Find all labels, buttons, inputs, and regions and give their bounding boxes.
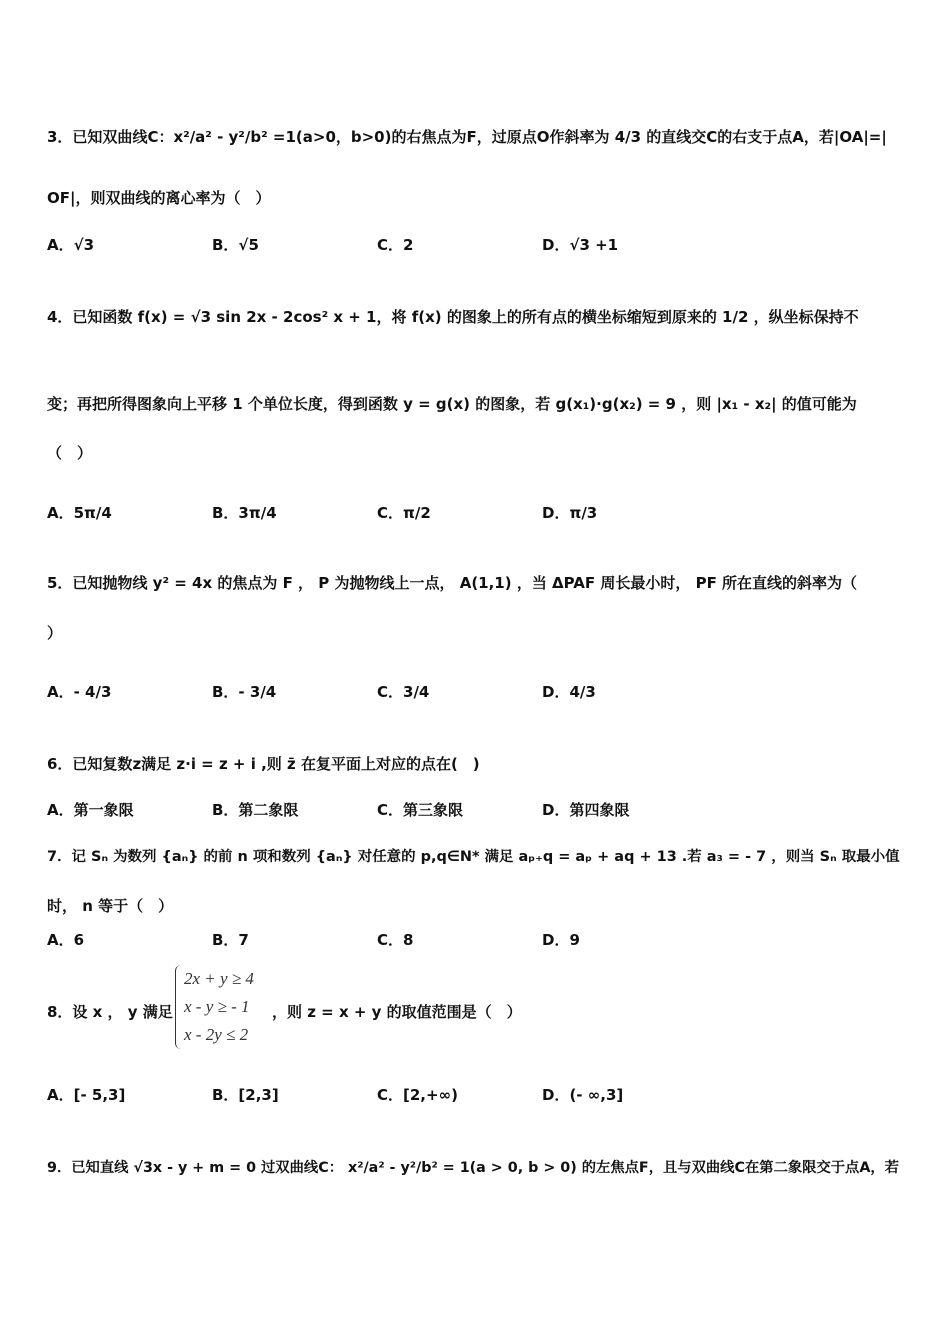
inequality: 2x + y ≥ 4: [184, 969, 254, 988]
question-4-line-1: 4．已知函数 f(x) = √3 sin 2x - 2cos² x + 1，将 f(x) 的图象上的所有点的横坐标缩短到原来的 1/2 ，纵坐标保持不: [47, 308, 859, 326]
option-c: C．π/2: [377, 504, 431, 522]
option-d: D．第四象限: [542, 801, 630, 819]
option-b: B．3π/4: [212, 504, 277, 522]
question-6-line-1: 6．已知复数z满足 z·i = z + i ,则 z̄ 在复平面上对应的点在( ): [47, 755, 480, 773]
question-7-line-1: 7．记 Sₙ 为数列 {aₙ} 的前 n 项和数列 {aₙ} 对任意的 p,q∈N* 满足 aₚ₊q = aₚ + aq + 13 .若 a₃ = - 7 ，则当 Sₙ 取最小值: [47, 849, 900, 865]
option-a: A．第一象限: [47, 801, 134, 819]
question-8-line-2: ，则 z = x + y 的取值范围是（ ）: [272, 1003, 522, 1021]
inequality: x - y ≥ - 1: [184, 997, 250, 1016]
option-b: B．- 3/4: [212, 683, 277, 701]
option-c: C．2: [377, 236, 414, 254]
option-b: B．7: [212, 931, 249, 949]
question-7-line-2: 时， n 等于（ ）: [47, 897, 174, 915]
option-c: C．[2,+∞): [377, 1086, 458, 1104]
option-b: B．[2,3]: [212, 1086, 279, 1104]
option-d: D．(- ∞,3]: [542, 1086, 624, 1104]
option-b: B．√5: [212, 236, 259, 254]
option-c: C．8: [377, 931, 414, 949]
option-d: D．9: [542, 931, 580, 949]
option-a: A．√3: [47, 236, 95, 254]
question-3-line-1: 3．已知双曲线C：x²/a² - y²/b² =1(a>0，b>0)的右焦点为F，过原点O作斜率为 4/3 的直线交C的右支于点A，若|OA|=|: [47, 128, 887, 146]
question-3-line-2: OF|，则双曲线的离心率为（ ）: [47, 189, 271, 207]
option-a: A．[- 5,3]: [47, 1086, 126, 1104]
question-9-line-1: 9．已知直线 √3x - y + m = 0 过双曲线C： x²/a² - y²/b² = 1(a > 0, b > 0) 的左焦点F，且与双曲线C在第二象限交于点A，若: [47, 1160, 900, 1176]
option-d: D．π/3: [542, 504, 598, 522]
question-5-line-1: 5．已知抛物线 y² = 4x 的焦点为 F ， P 为抛物线上一点， A(1,1) ，当 ΔPAF 周长最小时， PF 所在直线的斜率为（: [47, 574, 858, 592]
option-a: A．5π/4: [47, 504, 112, 522]
option-a: A．- 4/3: [47, 683, 112, 701]
option-c: C．第三象限: [377, 801, 464, 819]
question-8-line-1: 8．设 x ， y 满足: [47, 1003, 173, 1021]
inequality-system: [175, 965, 254, 1049]
question-5-line-2: ）: [47, 624, 63, 642]
option-a: A．6: [47, 931, 85, 949]
question-4-line-3: （ ）: [47, 444, 93, 462]
option-b: B．第二象限: [212, 801, 299, 819]
inequality: x - 2y ≤ 2: [184, 1025, 249, 1044]
question-4-line-2: 变；再把所得图象向上平移 1 个单位长度，得到函数 y = g(x) 的图象，若 g(x₁)·g(x₂) = 9 ，则 |x₁ - x₂| 的值可能为: [47, 395, 857, 413]
option-c: C．3/4: [377, 683, 430, 701]
option-d: D．√3 +1: [542, 236, 619, 254]
option-d: D．4/3: [542, 683, 596, 701]
